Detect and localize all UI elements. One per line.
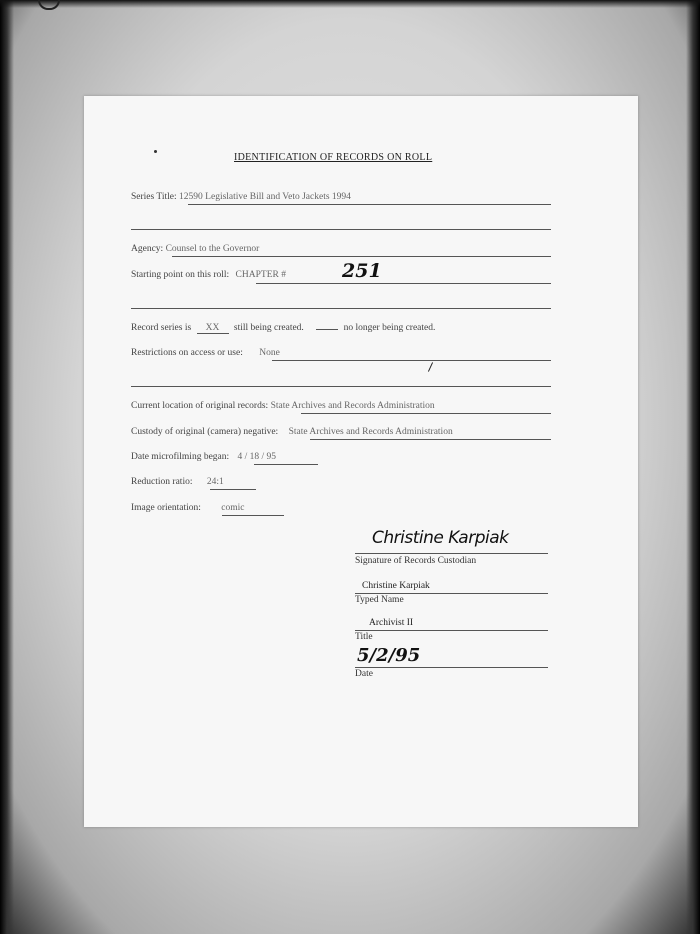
series-title-line xyxy=(188,204,551,205)
reduction-label: Reduction ratio: xyxy=(131,477,193,487)
form-sheet xyxy=(84,96,638,827)
typed-name-line xyxy=(355,593,548,594)
date-label: Date xyxy=(355,669,373,679)
current-location-row xyxy=(131,401,435,411)
restrictions-label: Restrictions on access or use: xyxy=(131,348,243,358)
record-series-label: Record series is xyxy=(131,323,192,333)
current-location-label: Current location of original records: xyxy=(131,401,269,411)
reduction-line xyxy=(210,489,256,490)
agency-row xyxy=(131,244,259,254)
date-began-value: 4 / 18 / 95 xyxy=(237,452,277,462)
still-being-created: still being created. xyxy=(233,323,304,333)
film-edge-right xyxy=(686,0,700,934)
record-series-mark: XX xyxy=(197,323,229,334)
date-handwritten: 5/2/95 xyxy=(357,645,421,666)
title-label: Title xyxy=(355,632,373,642)
restrictions-line xyxy=(272,360,551,361)
title-value: Archivist II xyxy=(369,618,414,628)
starting-point-row xyxy=(131,270,286,280)
pen-mark xyxy=(428,362,433,371)
starting-point-label: Starting point on this roll: xyxy=(131,270,230,280)
agency-line xyxy=(172,256,551,257)
restrictions-line-2 xyxy=(131,386,551,387)
series-title-line-2 xyxy=(131,229,551,230)
film-edge-left xyxy=(0,0,14,934)
orientation-value: comic xyxy=(221,503,245,513)
custody-value: State Archives and Records Administration xyxy=(288,427,453,437)
custody-label: Custody of original (camera) negative: xyxy=(131,427,279,437)
current-location-value: State Archives and Records Administration xyxy=(270,401,435,411)
record-series-row xyxy=(131,323,435,334)
orientation-label: Image orientation: xyxy=(131,503,201,513)
custody-line xyxy=(310,439,551,440)
date-began-row xyxy=(131,452,276,462)
agency-label: Agency: xyxy=(131,244,164,254)
typed-name-value: Christine Karpiak xyxy=(362,581,430,591)
no-longer-being-created: no longer being created. xyxy=(343,323,436,333)
custody-row xyxy=(131,427,453,437)
series-title-label: Series Title: xyxy=(131,192,177,202)
no-longer-blank xyxy=(316,329,338,330)
custodian-signature: Christine Karpiak xyxy=(372,528,509,548)
current-location-line xyxy=(301,413,551,414)
title-line xyxy=(355,630,548,631)
series-title-row xyxy=(131,192,351,202)
date-began-label: Date microfilming began: xyxy=(131,452,230,462)
signature-line xyxy=(355,553,548,554)
reduction-value: 24:1 xyxy=(206,477,224,487)
chapter-number-handwritten: 251 xyxy=(342,260,382,282)
date-began-line xyxy=(254,464,318,465)
orientation-row xyxy=(131,503,245,513)
speck xyxy=(154,150,157,153)
signature-label: Signature of Records Custodian xyxy=(355,556,477,566)
agency-value: Counsel to the Governor xyxy=(165,244,260,254)
film-edge-top xyxy=(0,0,700,8)
starting-point-value: CHAPTER # xyxy=(235,270,286,280)
corner-mark xyxy=(38,0,60,10)
restrictions-value: None xyxy=(259,348,280,358)
typed-name-label: Typed Name xyxy=(355,595,404,605)
starting-point-line xyxy=(256,283,551,284)
starting-point-line-2 xyxy=(131,308,551,309)
form-title: IDENTIFICATION OF RECORDS ON ROLL xyxy=(234,152,433,163)
date-line xyxy=(355,667,548,668)
restrictions-row xyxy=(131,348,280,358)
reduction-row xyxy=(131,477,224,487)
orientation-line xyxy=(222,515,284,516)
series-title-value: 12590 Legislative Bill and Veto Jackets 1994 xyxy=(179,192,351,202)
